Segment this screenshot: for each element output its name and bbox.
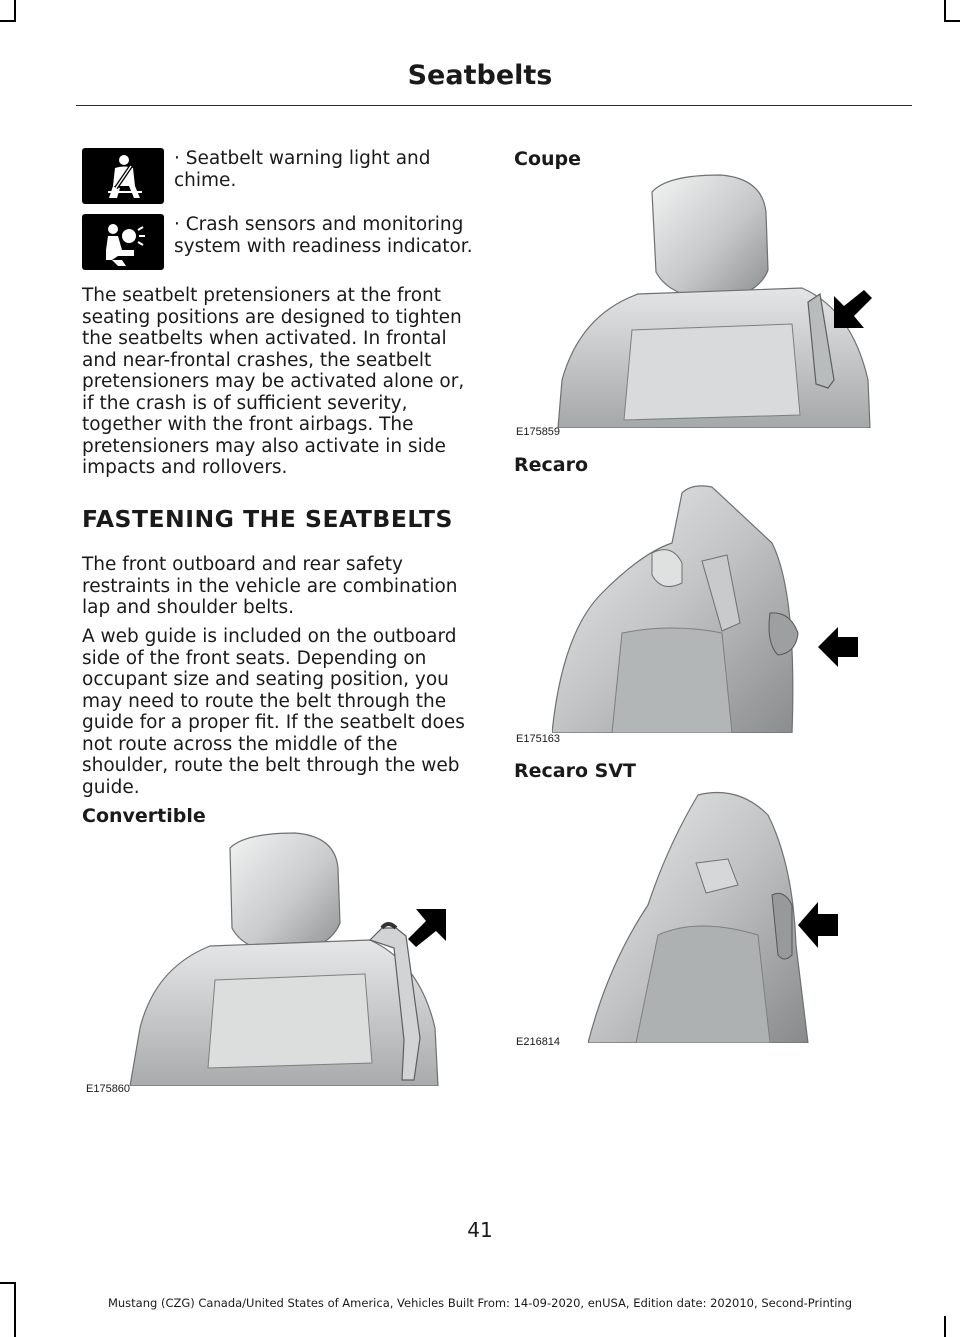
warning-item-text: · Seatbelt warning light and chime. xyxy=(174,148,431,191)
section-heading: FASTENING THE SEATBELTS xyxy=(82,505,453,533)
figure-caption-recaro-svt: Recaro SVT xyxy=(514,760,636,782)
figure-id: E175860 xyxy=(86,1083,131,1095)
arrow-icon xyxy=(832,290,872,330)
crop-mark xyxy=(944,1316,946,1337)
figure-caption-convertible: Convertible xyxy=(82,805,206,827)
figure-id: E175859 xyxy=(516,426,561,438)
section-paragraph: A web guide is included on the outboard side of the front seats. Depending on occupant size and seating position, you may need to route the belt through the guide for a proper fit. If the seatbelt does not route across the middle of the shoulder, route the belt through the web guide. xyxy=(82,626,465,798)
crop-mark xyxy=(944,20,960,22)
intro-paragraph: The seatbelt pretensioners at the front seating positions are designed to tighten the seatbelts when activated. In frontal and near-frontal crashes, the seatbelt pretensioners may be activated alone or, if the crash is of sufficient severity, together with the front airbags. The pretensioners may also activate in side impacts and rollovers. xyxy=(82,285,465,478)
figure-id: E216814 xyxy=(516,1036,561,1048)
recaro-svt-seat-figure xyxy=(588,785,818,1043)
airbag-readiness-icon xyxy=(82,214,164,270)
recaro-seat-figure xyxy=(552,483,822,733)
header-divider xyxy=(76,105,912,106)
seatbelt-warning-icon xyxy=(82,148,164,204)
coupe-seat-figure xyxy=(552,170,872,428)
arrow-icon xyxy=(408,907,448,947)
figure-caption-coupe: Coupe xyxy=(514,148,582,170)
crop-mark xyxy=(944,0,946,22)
page-title: Seatbelts xyxy=(407,60,553,91)
arrow-icon xyxy=(818,625,858,669)
figure-caption-recaro: Recaro xyxy=(514,454,589,476)
section-paragraph: The front outboard and rear safety restraints in the vehicle are combination lap and shoulder belts. xyxy=(82,554,458,618)
page-number: 41 xyxy=(467,1218,493,1242)
crop-mark xyxy=(0,20,16,22)
footer-text: Mustang (CZG) Canada/United States of America, Vehicles Built From: 14-09-2020, enUSA, Edition date: 202010, Second-Printing xyxy=(107,1296,853,1310)
figure-id: E175163 xyxy=(516,733,561,745)
arrow-icon xyxy=(798,900,838,950)
warning-item-text: · Crash sensors and monitoring system with readiness indicator. xyxy=(174,214,473,257)
crop-mark xyxy=(14,0,16,22)
crop-mark xyxy=(0,1282,16,1284)
convertible-seat-figure xyxy=(120,828,450,1086)
